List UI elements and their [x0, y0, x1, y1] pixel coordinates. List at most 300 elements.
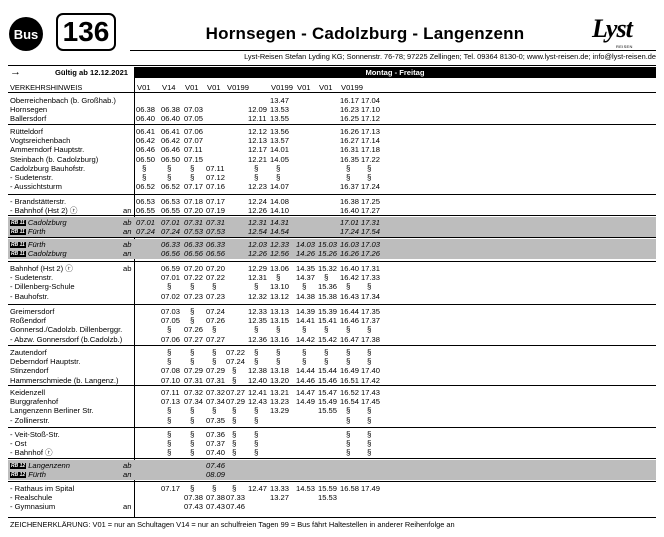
departure-time: 07.43	[184, 502, 204, 512]
pass-through-icon: §	[367, 406, 372, 416]
stop-label: - Bahnhof ⓡ	[10, 448, 53, 458]
pass-through-icon: §	[167, 173, 172, 182]
departure-time: 16.17	[340, 96, 360, 105]
departure-time: 14.38	[296, 291, 316, 301]
departure-time: 16.23	[340, 105, 360, 115]
departure-time: 12.32	[248, 291, 268, 301]
stop-name	[10, 173, 53, 182]
departure-time: 06.40	[136, 114, 156, 124]
logo-wordmark: Lyst	[592, 14, 632, 43]
pass-through-icon: §	[190, 448, 195, 458]
rail-line-badge: RB 12	[11, 472, 26, 479]
pass-through-icon: §	[167, 348, 172, 357]
stop-name	[10, 96, 116, 105]
departure-time: 13.12	[270, 291, 290, 301]
departure-time: 17.43	[361, 388, 381, 397]
stop-label: - Bauhofstr.	[10, 291, 49, 301]
rail-line-badge: RB 11	[11, 251, 25, 258]
pass-through-icon: §	[367, 325, 372, 335]
departure-time: 12.26	[248, 249, 268, 259]
stop-label: - Bahnhof (Hst 2) ⓡ	[10, 206, 78, 216]
rail-line-badge: RB 11	[11, 229, 25, 236]
pass-through-icon: §	[276, 163, 281, 173]
departure-time: 17.13	[361, 127, 381, 136]
departure-time: 12.54	[248, 227, 268, 237]
departure-time: 16.46	[340, 316, 360, 326]
pass-through-icon: §	[254, 348, 259, 357]
stop-name	[10, 357, 81, 366]
departure-time: 07.23	[206, 291, 226, 301]
pass-through-icon: §	[167, 406, 172, 416]
stop-name	[10, 439, 26, 448]
departure-time: 17.25	[361, 197, 381, 206]
stop-name	[10, 155, 98, 164]
departure-time: 16.35	[340, 154, 360, 164]
pass-through-icon: §	[232, 439, 237, 449]
departure-time: 14.46	[296, 375, 316, 385]
stop-label: - Aussichtsturm	[10, 182, 62, 192]
stop-label: Stinzendorf	[10, 366, 49, 376]
stop-column-divider	[134, 78, 135, 518]
stop-name	[10, 292, 49, 301]
departure-time: 14.07	[270, 182, 290, 192]
pass-through-icon: §	[302, 348, 307, 357]
departure-time: 07.34	[206, 397, 226, 407]
stop-label: Rütteldorf	[10, 127, 43, 136]
departure-time: 15.38	[318, 291, 338, 301]
pass-through-icon: §	[254, 430, 259, 439]
stop-label: - Ost	[10, 439, 27, 449]
departure-time: 12.12	[248, 127, 268, 136]
legend: ZEICHENERKLÄRUNG: V01 = nur an Schultagen V14 = nur an schulfreien Tagen 99 = Bus fährt Haltestellen in anderer Reihenfolge an	[10, 520, 455, 529]
departure-time: 12.47	[248, 484, 268, 493]
departure-time: 07.22	[226, 348, 246, 357]
stop-label: Hornsegen	[10, 105, 48, 115]
departure-time: 13.57	[270, 136, 290, 146]
departure-time: 17.34	[361, 291, 381, 301]
departure-time: 16.26	[340, 249, 360, 259]
departure-time: 12.21	[248, 154, 268, 164]
departure-time: 12.35	[248, 316, 268, 326]
departure-time: 14.53	[296, 484, 316, 493]
stop-label: Cadolzburg	[27, 249, 67, 259]
stop-name	[10, 493, 52, 502]
stop-label: Greimersdorf	[10, 307, 55, 316]
departure-time: 07.35	[206, 415, 226, 425]
pass-through-icon: §	[324, 325, 329, 335]
departure-time: 07.02	[161, 291, 181, 301]
departure-time: 17.54	[361, 227, 381, 237]
stop-label: - Veit-Stoß-Str.	[10, 430, 60, 439]
section-rule	[8, 458, 656, 459]
pass-through-icon: §	[367, 357, 372, 367]
departure-time: 07.06	[161, 334, 181, 344]
pass-through-icon: §	[367, 439, 372, 449]
pass-through-icon: §	[324, 348, 329, 357]
departure-time: 17.26	[361, 249, 381, 259]
departure-time: 07.31	[184, 218, 204, 227]
stop-name	[10, 316, 46, 325]
pass-through-icon: §	[346, 357, 351, 367]
departure-time: 17.10	[361, 105, 381, 115]
pass-through-icon: §	[367, 348, 372, 357]
pass-through-icon: §	[190, 173, 195, 182]
column-note: V0199	[271, 83, 293, 92]
departure-time: 17.38	[361, 334, 381, 344]
pass-through-icon: §	[367, 415, 372, 425]
departure-time: 16.43	[340, 291, 360, 301]
pass-through-icon: §	[254, 406, 259, 416]
departure-time: 17.31	[361, 264, 381, 273]
pass-through-icon: §	[302, 325, 307, 335]
pass-through-icon: §	[367, 173, 372, 182]
departure-time: 16.49	[340, 366, 360, 376]
departure-time: 12.36	[248, 334, 268, 344]
departure-time: 07.24	[226, 357, 246, 367]
stop-name	[10, 484, 74, 493]
departure-time: 12.29	[248, 264, 268, 273]
pass-through-icon: §	[276, 325, 281, 335]
pass-through-icon: §	[190, 282, 195, 292]
departure-time: 13.20	[270, 375, 290, 385]
departure-time: 17.24	[340, 227, 360, 237]
departure-time: 17.14	[361, 136, 381, 146]
departure-time: 17.03	[361, 240, 381, 249]
stop-name	[10, 127, 43, 136]
stop-label: Langenzenn Berliner Str.	[10, 406, 94, 416]
stop-name	[10, 136, 70, 145]
stop-name	[10, 388, 45, 397]
pass-through-icon: §	[276, 173, 281, 182]
pass-through-icon: §	[254, 415, 259, 425]
departure-time: 17.24	[361, 182, 381, 192]
stop-name	[10, 182, 62, 191]
stop-name	[10, 240, 46, 249]
stop-label: - Gymnasium	[10, 502, 56, 512]
departure-time: 06.56	[161, 249, 181, 259]
departure-time: 07.17	[161, 484, 181, 493]
departure-time: 07.20	[184, 206, 204, 216]
departure-time: 07.46	[206, 461, 226, 470]
traffic-hint-label: VERKEHRSHINWEIS	[10, 83, 83, 92]
stop-name	[10, 416, 50, 425]
stop-label: Fürth	[28, 470, 46, 480]
departure-time: 06.50	[161, 154, 181, 164]
departure-time: 07.17	[184, 182, 204, 192]
pass-through-icon: §	[276, 273, 281, 283]
departure-time: 07.12	[206, 173, 226, 182]
departure-time: 12.31	[248, 218, 268, 227]
departure-time: 07.10	[161, 375, 181, 385]
logo-tagline: REISEN	[616, 44, 633, 49]
pass-through-icon: §	[190, 430, 195, 439]
departure-time: 06.46	[136, 145, 156, 155]
arrival-departure-note: ab	[123, 218, 132, 227]
pass-through-icon: §	[346, 415, 351, 425]
section-rule	[8, 194, 656, 195]
pass-through-icon: §	[367, 448, 372, 458]
departure-time: 07.24	[161, 227, 181, 237]
departure-time: 17.33	[361, 273, 381, 283]
departure-time: 15.46	[318, 375, 338, 385]
departure-time: 17.22	[361, 154, 381, 164]
pass-through-icon: §	[324, 357, 329, 367]
departure-time: 07.32	[184, 388, 204, 397]
departure-time: 07.33	[226, 493, 246, 503]
pass-through-icon: §	[232, 430, 237, 439]
departure-time: 08.09	[206, 470, 226, 480]
stop-name	[10, 227, 46, 236]
top-rule	[8, 65, 656, 66]
departure-time: 13.47	[270, 96, 290, 105]
arrival-departure-note: ab	[123, 240, 132, 249]
operator-info: Lyst-Reisen Stefan Lyding KG; Sonnenstr. 76-78; 97225 Zellingen; Tel. 09364 8130-0; www.lyst-reisen.de; info@lyst-reisen.de	[244, 52, 656, 61]
arrival-departure-note: ab	[123, 461, 132, 470]
departure-time: 16.31	[340, 145, 360, 155]
departure-time: 13.33	[270, 484, 290, 493]
stop-label: Vogtsreichenbach	[10, 136, 71, 146]
pass-through-icon: §	[167, 282, 172, 292]
departure-time: 15.39	[318, 307, 338, 316]
departure-time: 07.27	[184, 334, 204, 344]
stop-label: - Zollinerstr.	[10, 415, 50, 425]
departure-time: 12.31	[248, 273, 268, 283]
section-rule	[8, 385, 656, 386]
departure-time: 06.52	[161, 182, 181, 192]
column-note: V01	[185, 83, 199, 92]
departure-time: 13.21	[270, 388, 290, 397]
departure-time: 06.56	[184, 249, 204, 259]
pass-through-icon: §	[232, 406, 237, 416]
stop-label: Keidenzell	[10, 388, 46, 397]
pass-through-icon: §	[167, 357, 172, 367]
departure-time: 14.47	[296, 388, 316, 397]
departure-time: 06.46	[161, 145, 181, 155]
departure-time: 17.18	[361, 145, 381, 155]
stop-name	[10, 114, 46, 123]
departure-time: 14.39	[296, 307, 316, 316]
departure-time: 17.27	[361, 206, 381, 216]
header-divider	[130, 50, 656, 51]
stop-label: - Dillenberg-Schule	[10, 282, 75, 292]
bottom-rule	[8, 517, 656, 518]
pass-through-icon: §	[346, 282, 351, 292]
departure-time: 13.29	[270, 406, 290, 416]
pass-through-icon: §	[254, 357, 259, 367]
departure-time: 07.16	[206, 182, 226, 192]
pass-through-icon: §	[142, 163, 147, 173]
stop-name	[10, 376, 118, 385]
departure-time: 12.26	[248, 206, 268, 216]
departure-time: 07.05	[161, 316, 181, 326]
pass-through-icon: §	[167, 430, 172, 439]
departure-time: 13.15	[270, 316, 290, 326]
column-note: V01	[297, 83, 311, 92]
pass-through-icon: §	[346, 406, 351, 416]
arrival-departure-note: an	[123, 470, 132, 480]
rail-line-badge: RB 12	[11, 463, 26, 469]
stop-label: Oberreichenbach (b. Großhab.)	[10, 96, 116, 105]
departure-time: 06.41	[136, 127, 156, 136]
valid-from: Gültig ab 12.12.2021	[55, 68, 129, 77]
pass-through-icon: §	[190, 163, 195, 173]
stop-label: Deberndorf Hauptstr.	[10, 357, 81, 367]
pass-through-icon: §	[190, 307, 195, 316]
departure-time: 07.36	[206, 430, 226, 439]
departure-time: 07.03	[184, 105, 204, 115]
departure-time: 07.01	[136, 218, 156, 227]
departure-time: 12.17	[248, 145, 268, 155]
departure-time: 16.51	[340, 375, 360, 385]
departure-time: 12.33	[248, 307, 268, 316]
stop-label: Langenzenn	[28, 461, 70, 470]
departure-time: 13.56	[270, 127, 290, 136]
rail-connection-band	[8, 217, 656, 237]
pass-through-icon: §	[167, 415, 172, 425]
departure-time: 07.40	[206, 448, 226, 458]
column-note: V01	[137, 83, 151, 92]
stop-name	[10, 218, 67, 227]
stop-label: Ballersdorf	[10, 114, 47, 124]
departure-time: 07.32	[206, 388, 226, 397]
service-days: Montag - Freitag	[134, 67, 656, 78]
departure-time: 17.04	[361, 96, 381, 105]
route-number: 136	[56, 13, 116, 51]
departure-time: 17.49	[361, 484, 381, 493]
departure-time: 17.35	[361, 307, 381, 316]
section-rule	[8, 215, 656, 216]
departure-time: 16.42	[340, 273, 360, 283]
pass-through-icon: §	[346, 430, 351, 439]
departure-time: 06.42	[136, 136, 156, 146]
pass-through-icon: §	[232, 415, 237, 425]
stop-label: Cadolzburg Bauhofstr.	[10, 163, 86, 173]
stop-label: Zautendorf	[10, 348, 47, 357]
departure-time: 15.55	[318, 406, 338, 416]
departure-time: 06.38	[136, 105, 156, 115]
stop-name	[10, 470, 46, 479]
pass-through-icon: §	[346, 439, 351, 449]
departure-time: 06.50	[136, 154, 156, 164]
arrival-departure-note: an	[123, 249, 132, 259]
pass-through-icon: §	[232, 448, 237, 458]
departure-time: 07.01	[161, 218, 181, 227]
column-note: V14	[162, 83, 176, 92]
departure-time: 16.40	[340, 206, 360, 216]
stop-label: - Realschule	[10, 493, 53, 503]
stop-name	[10, 206, 78, 215]
departure-time: 16.25	[340, 114, 360, 124]
departure-time: 07.11	[206, 163, 225, 173]
departure-time: 06.55	[161, 206, 181, 216]
departure-time: 07.34	[184, 397, 204, 407]
departure-time: 16.52	[340, 388, 360, 397]
departure-time: 12.33	[270, 240, 290, 249]
departure-time: 12.40	[248, 375, 268, 385]
departure-time: 15.41	[318, 316, 338, 326]
departure-time: 07.15	[184, 154, 204, 164]
departure-time: 13.06	[270, 264, 290, 273]
departure-time: 17.01	[340, 218, 360, 227]
pass-through-icon: §	[190, 357, 195, 367]
column-note: V0199	[341, 83, 363, 92]
departure-time: 07.27	[206, 334, 226, 344]
departure-time: 16.58	[340, 484, 360, 493]
departure-time: 12.43	[248, 397, 268, 407]
pass-through-icon: §	[254, 448, 259, 458]
departure-time: 06.53	[161, 197, 181, 206]
departure-time: 15.32	[318, 264, 338, 273]
arrival-departure-note: an	[123, 206, 132, 216]
pass-through-icon: §	[324, 273, 329, 283]
stop-name	[10, 325, 122, 334]
departure-time: 13.13	[270, 307, 290, 316]
pass-through-icon: §	[190, 484, 195, 493]
rail-line-badge: RB 11	[11, 220, 25, 226]
departure-time: 12.38	[248, 366, 268, 376]
departure-time: 07.29	[226, 397, 246, 407]
departure-time: 07.08	[161, 366, 181, 376]
departure-time: 07.31	[206, 375, 226, 385]
section-rule	[8, 345, 656, 346]
column-note: V01	[207, 83, 221, 92]
pass-through-icon: §	[167, 325, 172, 335]
departure-time: 07.20	[206, 264, 226, 273]
departure-time: 06.33	[184, 240, 204, 249]
departure-time: 17.31	[361, 218, 381, 227]
departure-time: 14.26	[296, 249, 316, 259]
stop-name	[10, 502, 55, 511]
departure-time: 07.19	[206, 206, 226, 216]
stop-label: Roßendorf	[10, 316, 46, 326]
pass-through-icon: §	[190, 348, 195, 357]
departure-time: 14.03	[296, 240, 316, 249]
section-rule	[8, 237, 656, 238]
departure-time: 07.18	[184, 197, 204, 206]
departure-time: 07.03	[161, 307, 181, 316]
departure-time: 07.53	[184, 227, 204, 237]
departure-time: 13.23	[270, 397, 290, 407]
departure-time: 07.22	[184, 273, 204, 283]
departure-time: 15.49	[318, 397, 338, 407]
pass-through-icon: §	[276, 357, 281, 367]
departure-time: 14.31	[270, 218, 290, 227]
departure-time: 14.35	[296, 264, 316, 273]
pass-through-icon: §	[190, 406, 195, 416]
pass-through-icon: §	[167, 439, 172, 449]
departure-time: 07.07	[184, 136, 204, 146]
departure-time: 14.44	[296, 366, 316, 376]
stop-name	[10, 105, 47, 114]
stop-name	[10, 145, 84, 154]
departure-time: 07.27	[226, 388, 246, 397]
departure-time: 16.54	[340, 397, 360, 407]
departure-time: 12.09	[248, 105, 268, 115]
departure-time: 14.01	[270, 145, 290, 155]
stop-name	[10, 397, 58, 406]
departure-time: 12.23	[248, 182, 268, 192]
departure-time: 14.05	[270, 154, 290, 164]
arrow-right-icon: →	[10, 66, 21, 78]
departure-time: 14.37	[296, 273, 316, 283]
departure-time: 12.03	[248, 240, 268, 249]
stop-name	[10, 197, 66, 206]
pass-through-icon: §	[302, 357, 307, 367]
departure-time: 15.36	[318, 282, 338, 292]
departure-time: 06.59	[161, 264, 181, 273]
arrival-departure-note: an	[123, 502, 132, 512]
departure-time: 07.06	[184, 127, 204, 136]
